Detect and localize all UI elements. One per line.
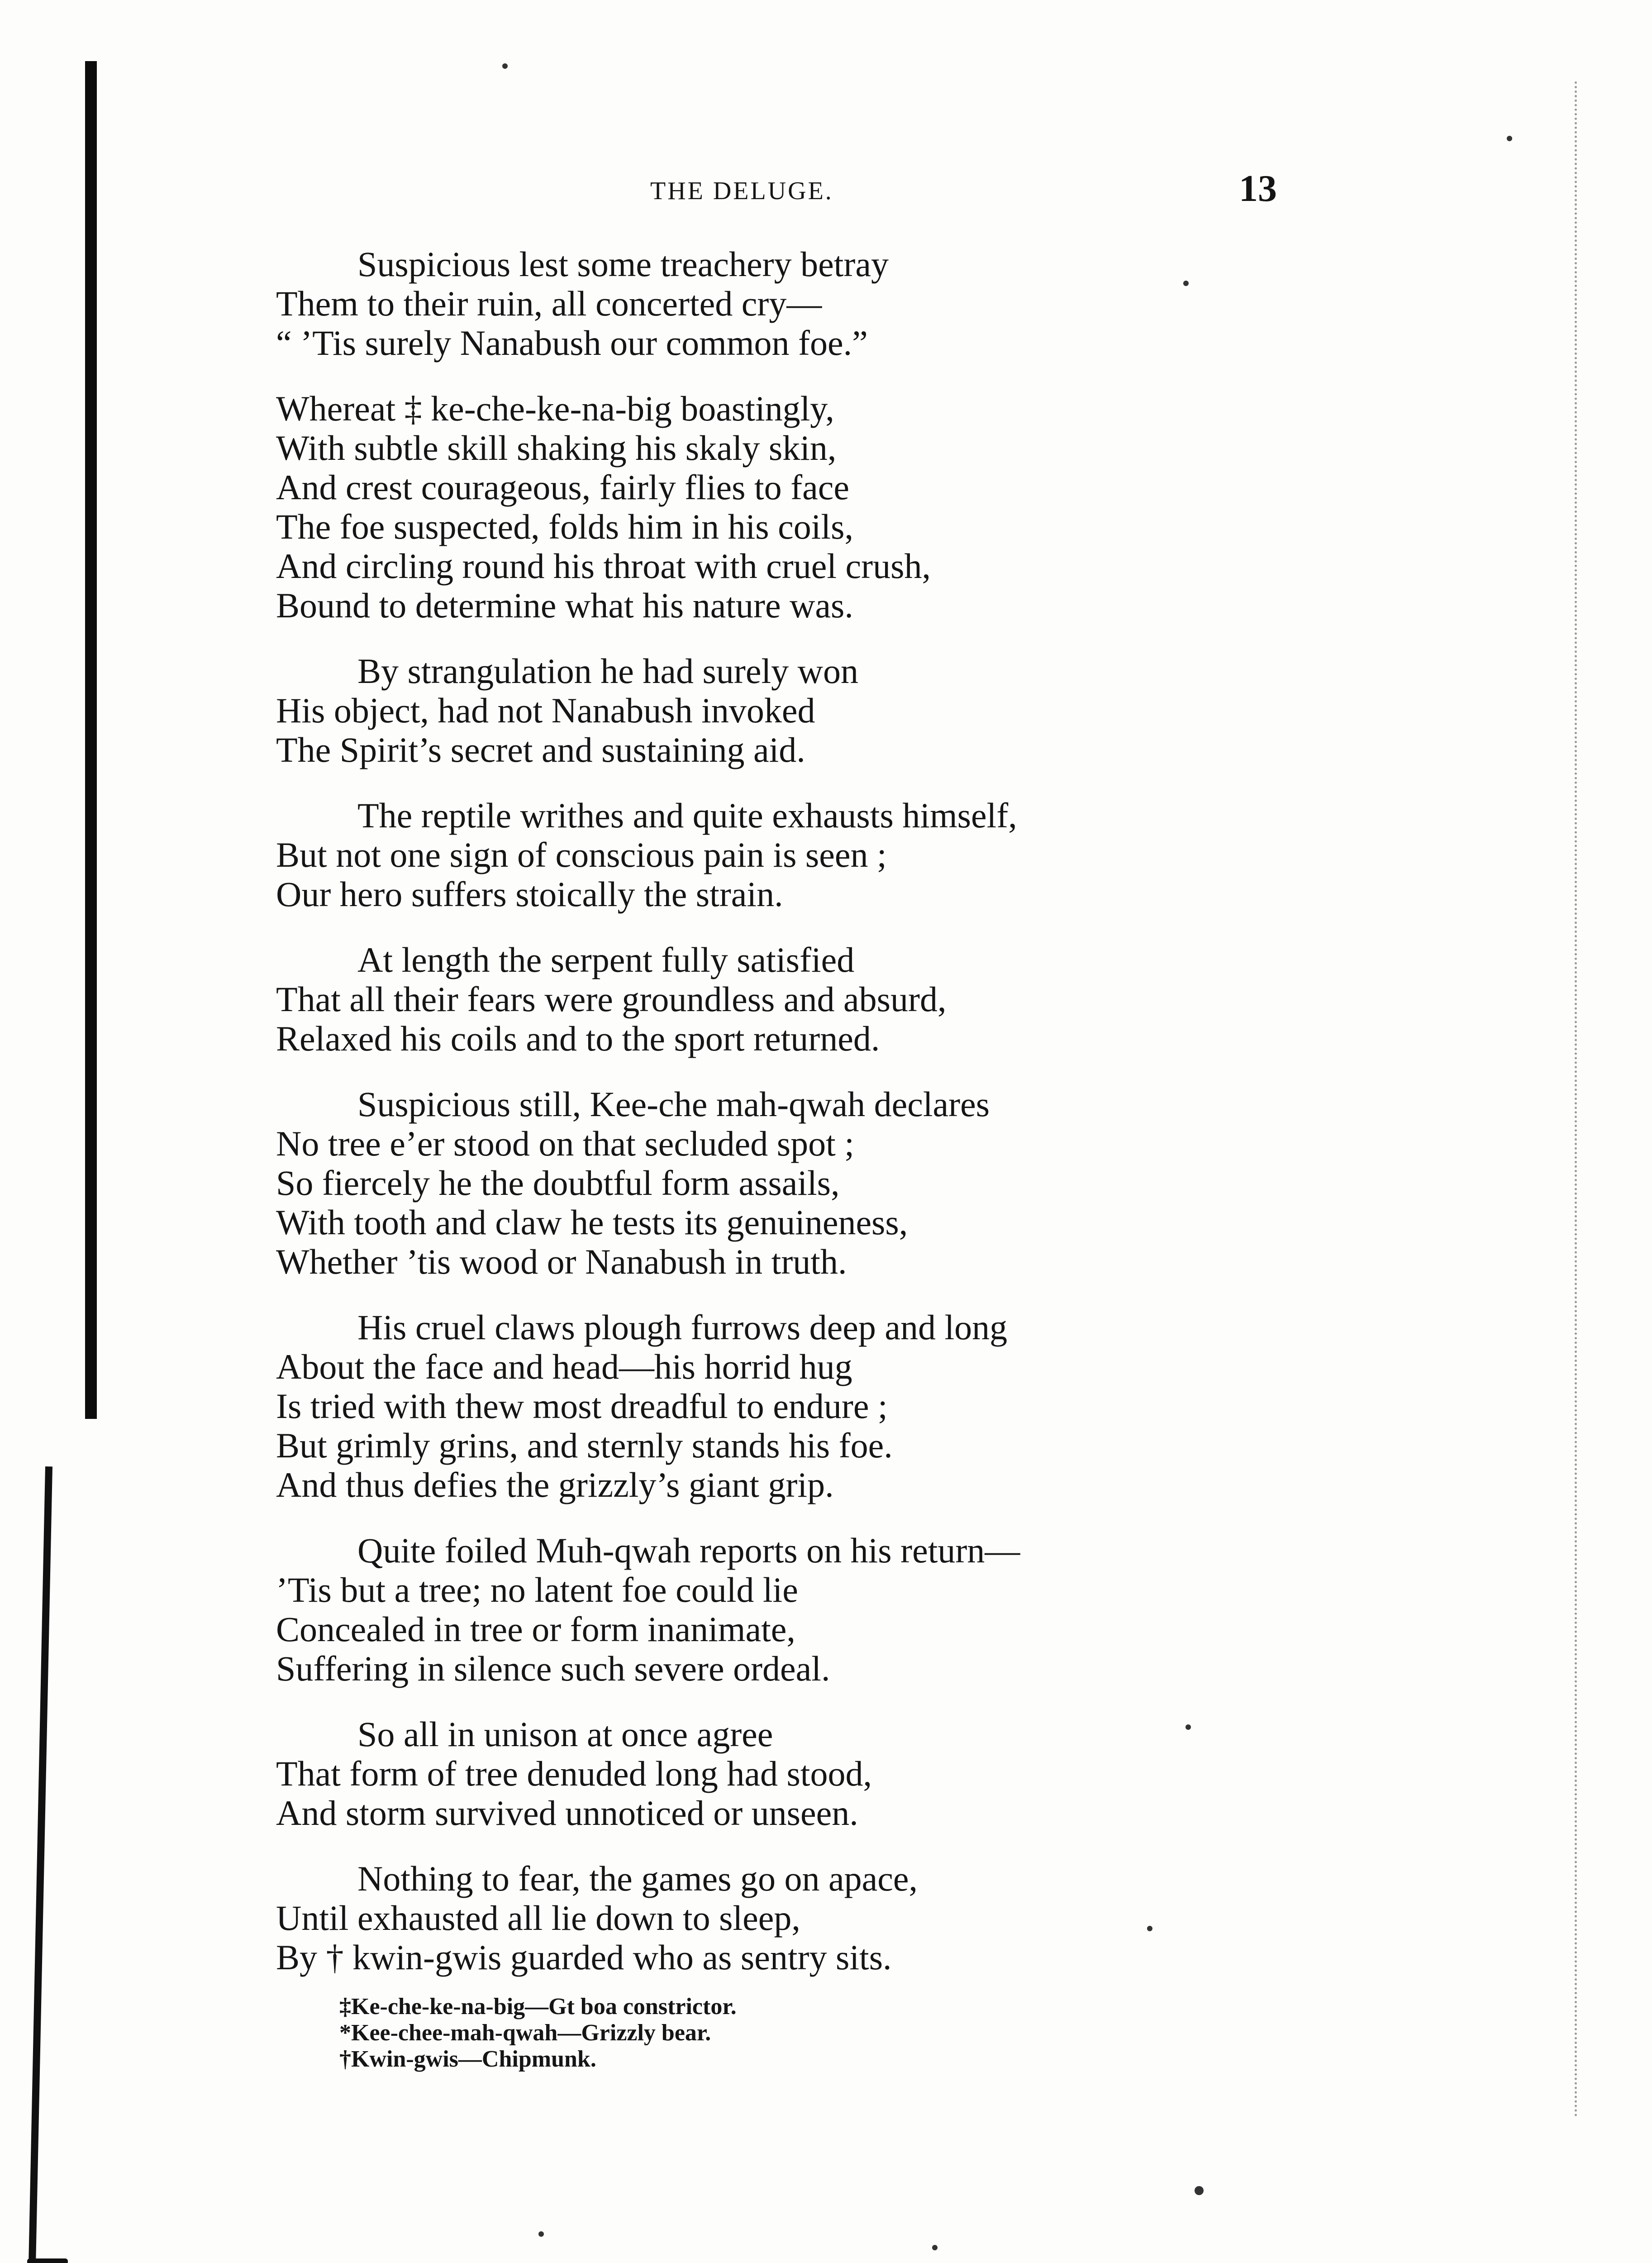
poem-line: Suspicious still, Kee-che mah-qwah declares	[357, 1084, 990, 1124]
poem-line: So all in unison at once agree	[357, 1714, 773, 1754]
scan-speck	[932, 2245, 938, 2250]
stanza	[276, 796, 1204, 914]
footnote: †Kwin-gwis—Chipmunk.	[339, 2046, 596, 2072]
stanza	[276, 1531, 1204, 1688]
footnotes	[339, 1994, 1109, 2072]
binding-shadow-foot	[27, 2258, 68, 2263]
binding-shadow-lower	[28, 1466, 52, 2263]
poem-line: The foe suspected, folds him in his coils,	[276, 507, 853, 546]
poem-line: Until exhausted all lie down to sleep,	[276, 1898, 800, 1938]
poem-line: But not one sign of conscious pain is seen ;	[276, 835, 887, 874]
right-edge-dots	[1575, 81, 1577, 2118]
poem-line: And thus defies the grizzly’s giant grip.	[276, 1465, 834, 1504]
poem-line: That all their fears were groundless and absurd,	[276, 979, 947, 1019]
binding-shadow-upper	[85, 61, 97, 1419]
poem-line: No tree e’er stood on that secluded spot ;	[276, 1124, 854, 1163]
poem-line: By strangulation he had surely won	[357, 651, 858, 691]
poem-line: Concealed in tree or form inanimate,	[276, 1609, 795, 1649]
poem-line: But grimly grins, and sternly stands his foe.	[276, 1426, 893, 1465]
poem-line: By † kwin-gwis guarded who as sentry sits.	[276, 1938, 892, 1977]
scan-speck	[538, 2231, 544, 2237]
stanza	[276, 1859, 1204, 1977]
poem-line: Quite foiled Muh-qwah reports on his return—	[357, 1531, 1020, 1570]
page-number: 13	[1239, 167, 1277, 210]
stanza	[276, 1084, 1204, 1281]
poem-line: Suspicious lest some treachery betray	[357, 244, 889, 284]
poem-line: Whether ’tis wood or Nanabush in truth.	[276, 1242, 847, 1281]
poem-line: And circling round his throat with cruel crush,	[276, 546, 931, 586]
poem-line: That form of tree denuded long had stood,	[276, 1754, 872, 1793]
poem-line: His object, had not Nanabush invoked	[276, 691, 815, 730]
poem-line: Is tried with thew most dreadful to endure ;	[276, 1386, 888, 1426]
scan-speck	[1195, 2186, 1204, 2195]
poem-line: With subtle skill shaking his skaly skin,	[276, 428, 837, 468]
poem-line: And crest courageous, fairly flies to face	[276, 468, 849, 507]
running-title: THE DELUGE.	[650, 177, 833, 205]
poem-line: So fiercely he the doubtful form assails,	[276, 1163, 840, 1203]
poem-line: ’Tis but a tree; no latent foe could lie	[276, 1570, 798, 1609]
poem-line: Them to their ruin, all concerted cry—	[276, 284, 822, 323]
poem-line: And storm survived unnoticed or unseen.	[276, 1793, 858, 1833]
poem-line: His cruel claws plough furrows deep and long	[357, 1308, 1008, 1347]
poem-line: Bound to determine what his nature was.	[276, 586, 853, 625]
stanza	[276, 244, 1204, 363]
stanza	[276, 651, 1204, 769]
poem-line: At length the serpent fully satisfied	[357, 940, 855, 979]
poem-line: The Spirit’s secret and sustaining aid.	[276, 730, 805, 769]
poem-line: “ ’Tis surely Nanabush our common foe.”	[276, 323, 868, 363]
scan-speck	[502, 63, 508, 69]
stanza	[276, 389, 1204, 625]
poem-line: Our hero suffers stoically the strain.	[276, 874, 783, 914]
stanza	[276, 940, 1204, 1058]
poem-line: About the face and head—his horrid hug	[276, 1347, 852, 1386]
scan-speck	[1507, 136, 1512, 141]
stanza	[276, 1714, 1204, 1833]
footnote: ‡Ke-che-ke-na-big—Gt boa constrictor.	[339, 1994, 737, 2020]
poem-line: Nothing to fear, the games go on apace,	[357, 1859, 918, 1898]
footnote: *Kee-chee-mah-qwah—Grizzly bear.	[339, 2020, 711, 2046]
poem-line: Whereat ‡ ke-che-ke-na-big boastingly,	[276, 389, 834, 428]
poem-line: The reptile writhes and quite exhausts himself,	[357, 796, 1017, 835]
stanza	[276, 1308, 1204, 1504]
poem-line: With tooth and claw he tests its genuineness,	[276, 1203, 908, 1242]
poem-line: Suffering in silence such severe ordeal.	[276, 1649, 830, 1688]
poem-line: Relaxed his coils and to the sport returned.	[276, 1019, 880, 1058]
poem-body	[276, 244, 1204, 2003]
